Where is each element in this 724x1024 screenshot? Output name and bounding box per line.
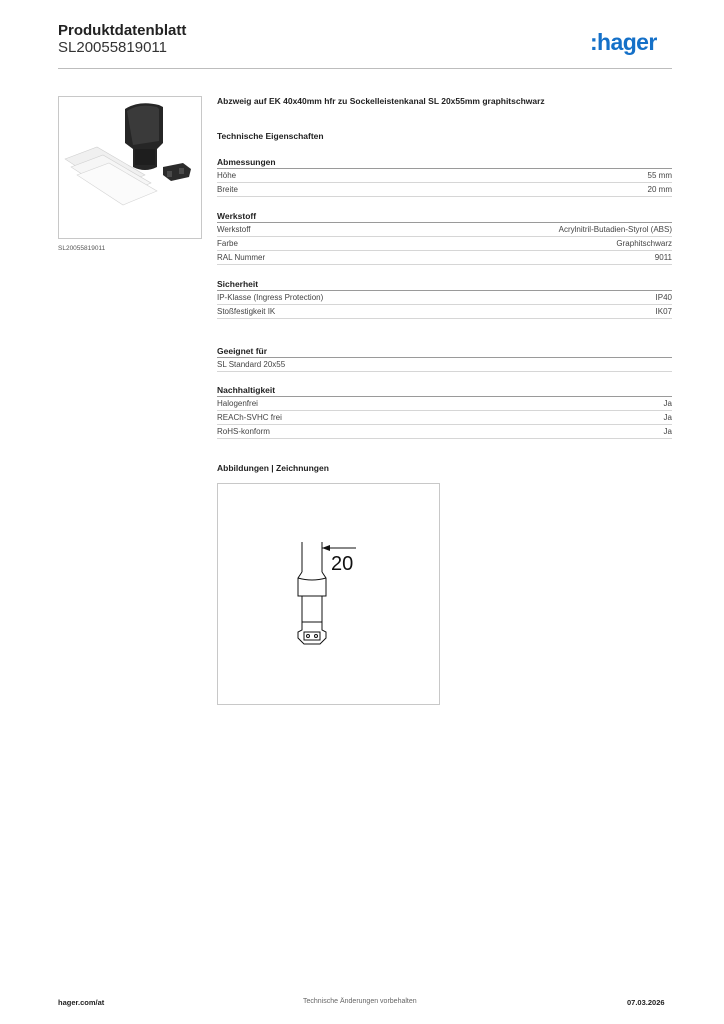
hager-logo <box>590 29 674 57</box>
footer-disclaimer: Technische Änderungen vorbehalten <box>303 998 417 1005</box>
spec-row <box>217 291 672 305</box>
spec-row <box>217 169 672 183</box>
spec-group-dimensions <box>217 156 672 197</box>
spec-value: Acrylnitril-Butadien-Styrol (ABS) <box>558 225 672 234</box>
footer-date: 07.03.2026 <box>627 998 665 1007</box>
spec-group-sustainability <box>217 384 672 439</box>
spec-label: Breite <box>217 185 238 194</box>
spec-label: Höhe <box>217 171 237 180</box>
spec-row <box>217 251 672 265</box>
spec-value: 9011 <box>654 253 672 262</box>
spec-row <box>217 305 672 319</box>
spec-row <box>217 358 672 372</box>
spec-label: RoHS-konform <box>217 427 270 436</box>
header-divider <box>58 68 672 69</box>
spec-label: Halogenfrei <box>217 399 258 408</box>
drawings-heading: Abbildungen | Zeichnungen <box>217 463 329 473</box>
drawing-svg <box>218 484 439 704</box>
spec-row <box>217 397 672 411</box>
spec-group-title: Geeignet für <box>217 345 672 358</box>
logo-text: :hager <box>590 29 657 55</box>
spec-group-safety <box>217 278 672 319</box>
product-illustration <box>59 97 201 238</box>
spec-row <box>217 223 672 237</box>
document-article-number: SL20055819011 <box>58 39 167 56</box>
spec-label: IP-Klasse (Ingress Protection) <box>217 293 324 302</box>
footer-website: hager.com/at <box>58 998 105 1007</box>
spec-value: 55 mm <box>647 171 672 180</box>
spec-label: RAL Nummer <box>217 253 266 262</box>
spec-label: Farbe <box>217 239 238 248</box>
spec-group-title: Nachhaltigkeit <box>217 384 672 397</box>
technical-properties-heading: Technische Eigenschaften <box>217 131 324 141</box>
spec-row <box>217 411 672 425</box>
spec-group-material <box>217 210 672 265</box>
spec-label: SL Standard 20x55 <box>217 360 286 369</box>
spec-label: Stoßfestigkeit IK <box>217 307 276 316</box>
product-photo <box>58 96 202 239</box>
spec-value: Ja <box>663 427 672 436</box>
product-name: Abzweig auf EK 40x40mm hfr zu Sockelleistenkanal SL 20x55mm graphitschwarz <box>217 96 545 106</box>
spec-group-title: Werkstoff <box>217 210 672 223</box>
spec-group-title: Sicherheit <box>217 278 672 291</box>
spec-group-title: Abmessungen <box>217 156 672 169</box>
spec-value: Ja <box>663 399 672 408</box>
spec-value: IP40 <box>655 293 672 302</box>
spec-group-suitable-for <box>217 345 672 372</box>
spec-row <box>217 237 672 251</box>
spec-value: Graphitschwarz <box>616 239 672 248</box>
spec-row <box>217 183 672 197</box>
spec-value: Ja <box>663 413 672 422</box>
photo-caption: SL20055819011 <box>58 245 106 252</box>
spec-value: IK07 <box>655 307 672 316</box>
dimension-label: 20 <box>331 553 354 575</box>
spec-label: REACh-SVHC frei <box>217 413 282 422</box>
spec-value: 20 mm <box>647 185 672 194</box>
document-title: Produktdatenblatt <box>58 22 187 39</box>
technical-drawing <box>217 483 440 705</box>
spec-label: Werkstoff <box>217 225 251 234</box>
spec-row <box>217 425 672 439</box>
